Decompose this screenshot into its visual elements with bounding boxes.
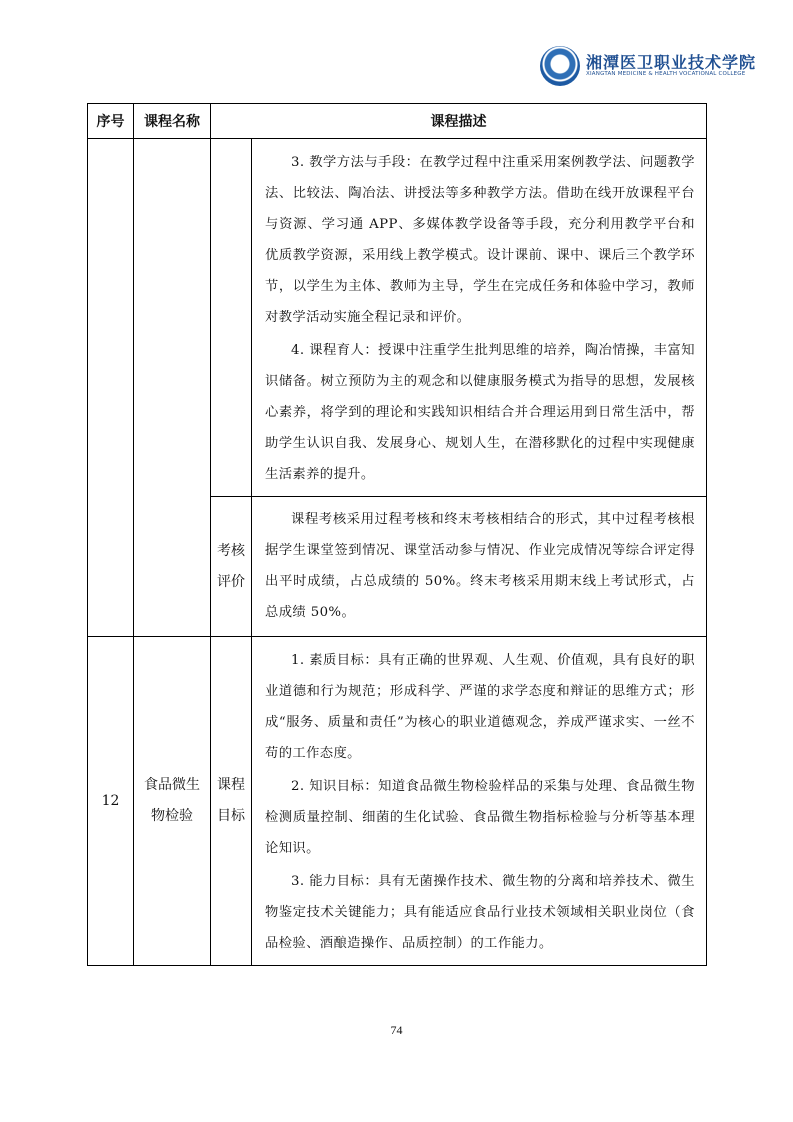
table-header-row	[88, 104, 707, 139]
course-goal-label: 课程 目标	[211, 637, 252, 966]
row-number: 12	[88, 637, 134, 966]
knowledge-goal-text: 2. 知识目标：知道食品微生物检验样品的采集与处理、食品微生物检测质量控制、细菌的生化试验、食品微生物指标检验与分析等基本理论知识。	[265, 779, 695, 856]
assessment-label: 考核 评价	[211, 497, 252, 637]
description-cell	[252, 139, 707, 497]
ability-goal-text: 3. 能力目标：具有无菌操作技术、微生物的分离和培养技术、微生物鉴定技术关键能力；具有能适应食品行业技术领域相关职业岗位（食品检验、酒酿造操作、品质控制）的工作能力。	[265, 874, 695, 951]
quality-goal-text: 1. 素质目标：具有正确的世界观、人生观、价值观，具有良好的职业道德和行为规范；形成科学、严谨的求学态度和辩证的思维方式；形成“服务、质量和责任”为核心的职业道德观念，养成严谨求实、一丝不苟的工作态度。	[265, 653, 695, 761]
school-name-cn: 湘潭医卫职业技术学院	[586, 53, 757, 72]
course-name: 食品微生 物检验	[134, 637, 211, 966]
course-goals-cell	[252, 637, 707, 966]
row-number-cell	[88, 139, 134, 637]
course-education-text: 4. 课程育人：授课中注重学生批判思维的培养，陶冶情操，丰富知识储备。树立预防为主的观念和以健康服务模式为指导的思想，发展核心素养，将学到的理论和实践知识相结合并合理运用到日常生活中，帮助学生认识自我、发展身心、规划人生，在潜移默化的过程中实现健康生活素养的提升。	[265, 343, 695, 482]
row-course-name-cell	[134, 139, 211, 637]
table-row	[88, 637, 707, 966]
assessment-cell	[252, 497, 707, 637]
teaching-methods-text: 3. 教学方法与手段：在教学过程中注重采用案例教学法、问题教学法、比较法、陶冶法、讲授法等多种教学方法。借助在线开放课程平台与资源、学习通 APP、多媒体教学设备等手段，充分利用教学平台和优质教学资源，采用线上教学模式。设计课前、课中、课后三个教学环节，以学生为主体、教师为主导，学生在完成任务和体验中学习，教师对教学活动实施全程记录和评价。	[265, 155, 695, 325]
assessment-text: 课程考核采用过程考核和终末考核相结合的形式，其中过程考核根据学生课堂签到情况、课堂活动参与情况、作业完成情况等综合评定得出平时成绩，占总成绩的 50%。终末考核采用期末线上考试形式，占总成绩 50%。	[265, 512, 695, 620]
school-emblem-icon	[540, 46, 580, 86]
col-header-number: 序号	[88, 104, 134, 139]
page-header	[0, 0, 793, 100]
page-number: 74	[390, 1023, 403, 1037]
row-label-cell	[211, 139, 252, 497]
school-logo	[540, 46, 757, 86]
col-header-description: 课程描述	[211, 104, 707, 139]
col-header-course-name: 课程名称	[134, 104, 211, 139]
course-table	[87, 103, 707, 966]
school-name-en: XIANGTAN MEDICINE & HEALTH VOCATIONAL COLLEGE	[586, 71, 746, 77]
table-row	[88, 139, 707, 497]
